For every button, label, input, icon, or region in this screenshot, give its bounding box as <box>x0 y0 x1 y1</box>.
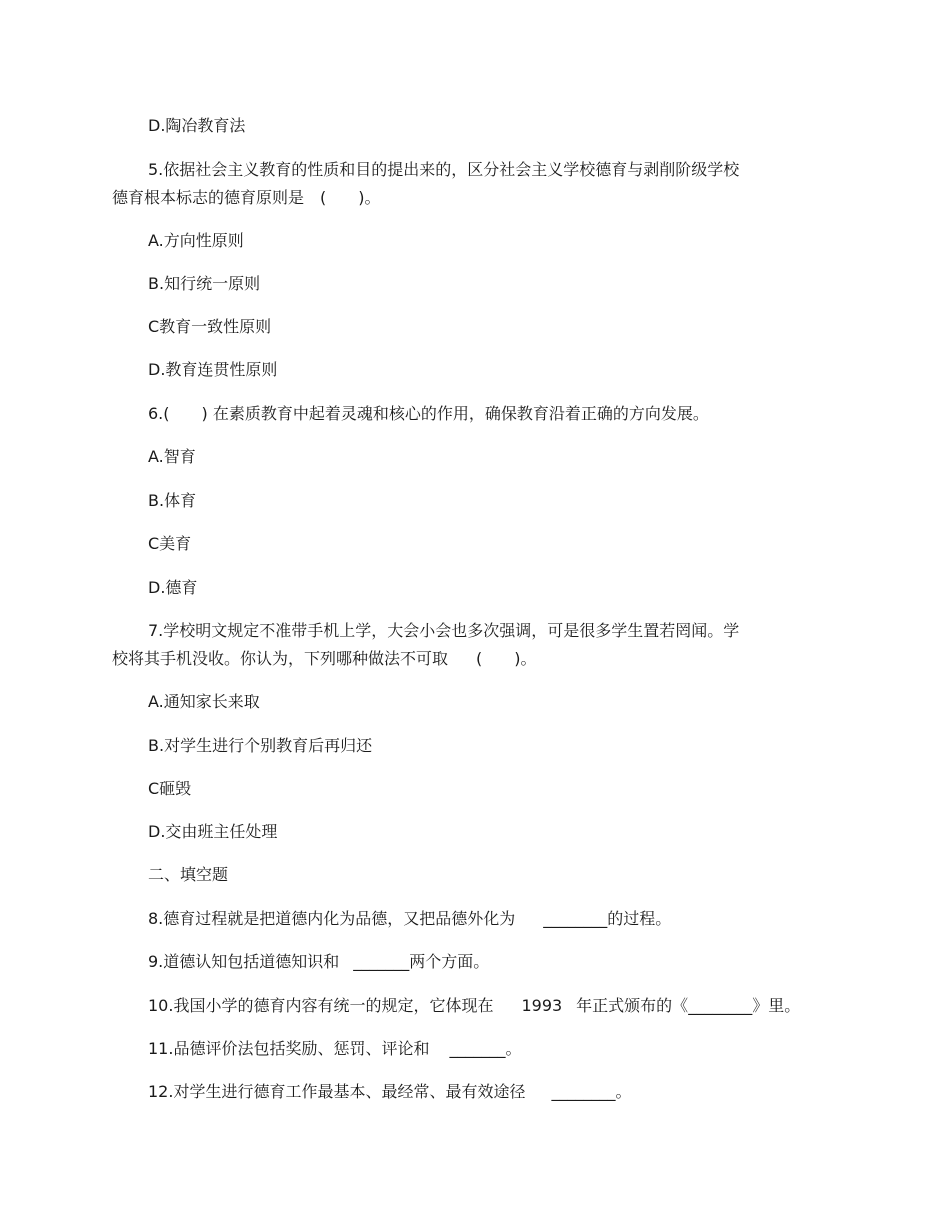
q7-stem-text: 校将其手机没收。你认为，下列哪种做法不可取 <box>112 649 449 668</box>
q5-stem-text: 德育根本标志的德育原则是 <box>112 188 305 207</box>
q11-line <box>148 1039 521 1059</box>
q6-option-b: B.体育 <box>148 491 197 510</box>
q10-line <box>148 996 800 1016</box>
q5-answer-paren: ( )。 <box>320 188 381 207</box>
q6-option-c: C美育 <box>148 534 192 553</box>
q10-blank: ________》里 <box>688 996 785 1015</box>
q5-option-b: B.知行统一原则 <box>148 274 261 293</box>
q12-stem: 12.对学生进行德育工作最基本、最经常、最有效途径 <box>148 1082 526 1101</box>
q6-option-d: D.德育 <box>148 578 198 597</box>
q8-tail: 程。 <box>639 909 672 928</box>
q7-stem-line2 <box>112 649 537 669</box>
q11-stem: 11.品德评价法包括奖励、惩罚、评论和 <box>148 1039 430 1058</box>
q12-blank: ________。 <box>551 1082 632 1101</box>
q9-tail: 方面。 <box>441 952 490 971</box>
section-title-fill-in: 二、填空题 <box>148 865 229 884</box>
q9-line <box>148 952 489 972</box>
q10-stem: 10.我国小学的德育内容有统一的规定，它体现在 <box>148 996 494 1015</box>
q5-stem-line2 <box>112 188 381 208</box>
q5-option-d: D.教育连贯性原则 <box>148 360 278 379</box>
q8-blank: ________的过 <box>543 909 640 928</box>
q7-option-a: A.通知家长来取 <box>148 692 260 711</box>
q10-tail: 。 <box>784 996 801 1015</box>
q11-blank: _______。 <box>449 1039 522 1058</box>
q7-option-d: D.交由班主任处理 <box>148 822 278 841</box>
q10-year: 1993 <box>521 996 563 1015</box>
q5-stem-line1: 5.依据社会主义教育的性质和目的提出来的，区分社会主义学校德育与剥削阶级学校 <box>148 160 740 179</box>
q12-line <box>148 1082 631 1102</box>
q6-stem: 6.( ) 在素质教育中起着灵魂和核心的作用，确保教育沿着正确的方向发展。 <box>148 404 709 423</box>
q10-mid: 年正式颁布的《 <box>576 996 689 1015</box>
q9-stem: 9.道德认知包括道德知识和 <box>148 952 340 971</box>
q7-option-b: B.对学生进行个别教育后再归还 <box>148 736 373 755</box>
q8-line <box>148 909 671 929</box>
q5-option-a: A.方向性原则 <box>148 231 244 250</box>
q9-blank: _______两个 <box>353 952 442 971</box>
q5-option-c: C教育一致性原则 <box>148 317 272 336</box>
q7-stem-line1: 7.学校明文规定不准带手机上学，大会小会也多次强调，可是很多学生置若罔闻。学 <box>148 621 740 640</box>
q7-answer-paren: ( )。 <box>476 649 537 668</box>
q8-stem: 8.德育过程就是把道德内化为品德，又把品德外化为 <box>148 909 516 928</box>
q6-option-a: A.智育 <box>148 447 196 466</box>
q4-option-d: D.陶冶教育法 <box>148 116 246 135</box>
q7-option-c: C砸毁 <box>148 779 192 798</box>
